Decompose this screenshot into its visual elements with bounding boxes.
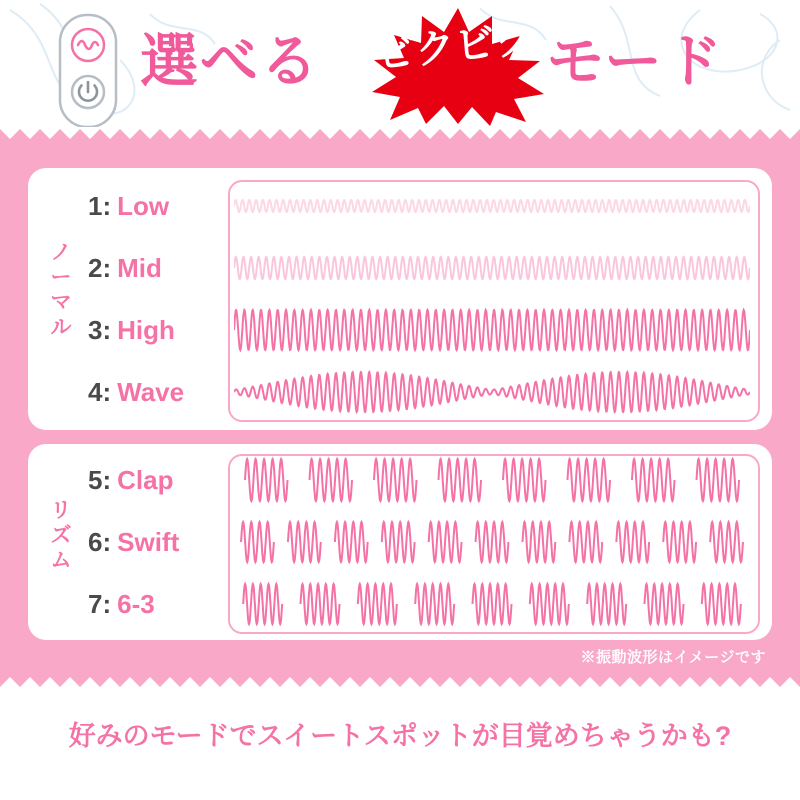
group-label-normal: ノーマル	[50, 241, 72, 339]
waveform-swift	[234, 516, 750, 568]
waveform-low	[234, 180, 750, 232]
mode-label-7	[88, 574, 222, 634]
waveform-6-3	[234, 578, 750, 630]
mode-number: 2:	[88, 253, 112, 283]
normal-modes-card	[28, 168, 772, 430]
title-suffix: モード	[546, 29, 724, 94]
title-prefix: 選べる	[140, 29, 321, 94]
mode-row	[28, 300, 772, 360]
header-title-block	[140, 16, 790, 116]
mode-number: 6:	[88, 527, 112, 557]
mode-row	[28, 238, 772, 298]
mode-name: 6-3	[117, 589, 155, 619]
mode-name: High	[117, 315, 175, 345]
mode-row	[28, 450, 772, 510]
group-label-rhythm: リズム	[50, 499, 72, 572]
rhythm-modes-card	[28, 444, 772, 640]
mode-row	[28, 176, 772, 236]
disclaimer-note: ※振動波形はイメージです	[580, 649, 766, 666]
zigzag-bottom-edge	[0, 675, 800, 689]
mode-number: 5:	[88, 465, 112, 495]
zigzag-top-edge	[0, 127, 800, 141]
burst-label: ビクビク	[373, 16, 538, 78]
mode-label-4	[88, 362, 222, 422]
mode-number: 7:	[88, 589, 112, 619]
footer	[0, 688, 800, 800]
mode-label-2	[88, 238, 222, 298]
mode-number: 1:	[88, 191, 112, 221]
mode-label-6	[88, 512, 222, 572]
mode-name: Mid	[117, 253, 162, 283]
mode-label-5	[88, 450, 222, 510]
mode-name: Clap	[117, 465, 174, 495]
mode-number: 3:	[88, 315, 112, 345]
remote-control-illustration	[56, 12, 120, 130]
mode-name: Wave	[117, 377, 185, 407]
mode-name: Swift	[117, 527, 180, 557]
waveform-mid	[234, 242, 750, 294]
footer-text: 好みのモードでスイートスポットが目覚めちゃうかも?	[68, 721, 732, 751]
waveform-wave	[234, 366, 750, 418]
mode-label-1	[88, 176, 222, 236]
header	[0, 0, 800, 130]
mode-name: Low	[117, 191, 170, 221]
mode-row	[28, 512, 772, 572]
waveform-clap	[234, 454, 750, 506]
mode-row	[28, 574, 772, 634]
mode-label-3	[88, 300, 222, 360]
mode-row	[28, 362, 772, 422]
waveform-high	[234, 304, 750, 356]
mode-number: 4:	[88, 377, 112, 407]
